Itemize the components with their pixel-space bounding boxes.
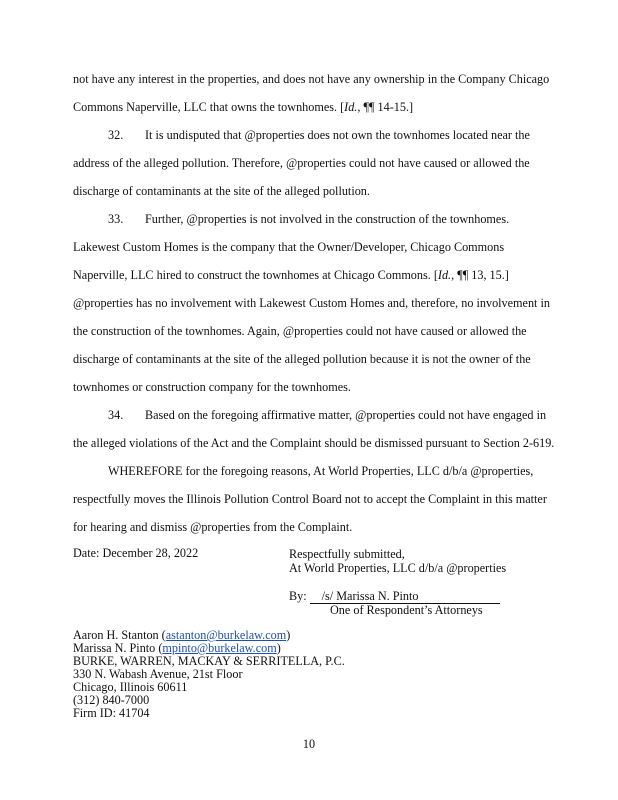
p31-line-1: not have any interest in the properties, and does not have any ownership in the Company Chicago (73, 72, 550, 86)
p31-line-2-paragraphs: , ¶¶ 14-15.] (357, 100, 414, 114)
p32-number: 32. (108, 128, 124, 142)
law-firm-name: BURKE, WARREN, MACKAY & SERRITELLA, P.C. (73, 654, 345, 668)
firm-address-line-2: Chicago, Illinois 60611 (73, 680, 188, 694)
attorney-2-close: ) (276, 641, 281, 655)
p33-line-3 (73, 268, 573, 282)
submitting-party: At World Properties, LLC d/b/a @properties (289, 561, 507, 575)
by-label: By: (289, 589, 307, 603)
firm-id: Firm ID: 41704 (73, 706, 150, 720)
attorney-1-close: ) (286, 628, 291, 642)
firm-phone: (312) 840-7000 (73, 693, 150, 707)
attorney-2-email-link[interactable]: mpinto@burkelaw.com (162, 641, 277, 655)
page-number: 10 (302, 737, 316, 751)
p34-line-2: the alleged violations of the Act and the Complaint should be dismissed pursuant to Section 2-619. (73, 436, 555, 450)
firm-address-line-1: 330 N. Wabash Avenue, 21st Floor (73, 667, 243, 681)
electronic-signature: /s/ Marissa N. Pinto (310, 589, 500, 604)
wherefore-line-2: respectfully moves the Illinois Pollution Control Board not to accept the Complaint in this matter (73, 492, 547, 506)
filing-date: Date: December 28, 2022 (73, 546, 199, 560)
respectfully-submitted: Respectfully submitted, (289, 547, 405, 561)
attorney-1-email-link[interactable]: astanton@burkelaw.com (165, 628, 287, 642)
p33-line-2: Lakewest Custom Homes is the company that the Owner/Developer, Chicago Commons (73, 240, 505, 254)
p32-line-3: discharge of contaminants at the site of the alleged pollution. (73, 184, 370, 198)
signature-line (289, 589, 500, 604)
id-citation: Id. (437, 268, 452, 282)
p34-line-1: Based on the foregoing affirmative matter, @properties could not have engaged in (145, 408, 547, 422)
p33-line-5: the construction of the townhomes. Again, @properties could not have caused or allowed the (73, 324, 527, 338)
p34-number: 34. (108, 408, 124, 422)
p33-line-4: @properties has no involvement with Lakewest Custom Homes and, therefore, no involvement in (73, 296, 550, 310)
p33-line-6: discharge of contaminants at the site of the alleged pollution because it is not the owner of the (73, 352, 531, 366)
p33-line-1: Further, @properties is not involved in the construction of the townhomes. (145, 212, 510, 226)
p33-number: 33. (108, 212, 124, 226)
p33-line-7: townhomes or construction company for the townhomes. (73, 380, 351, 394)
attorney-1-name: Aaron H. Stanton ( (73, 628, 166, 642)
id-citation: Id. (344, 100, 358, 114)
signer-role: One of Respondent’s Attorneys (330, 603, 483, 617)
p32-line-1: It is undisputed that @properties does not own the townhomes located near the (145, 128, 530, 142)
p31-line-2-text: Commons Naperville, LLC that owns the townhomes. [ (73, 100, 345, 114)
wherefore-line-3: for hearing and dismiss @properties from the Complaint. (73, 520, 353, 534)
attorney-2-name: Marissa N. Pinto ( (73, 641, 163, 655)
wherefore-line-1: WHEREFORE for the foregoing reasons, At World Properties, LLC d/b/a @properties, (108, 464, 534, 478)
p31-line-2 (73, 100, 573, 114)
p33-line-3-text: Naperville, LLC hired to construct the townhomes at Chicago Commons. [ (73, 268, 438, 282)
p32-line-2: address of the alleged pollution. Therefore, @properties could not have caused or allowed the (73, 156, 530, 170)
p33-line-3-paragraphs: , ¶¶ 13, 15.] (451, 268, 509, 282)
